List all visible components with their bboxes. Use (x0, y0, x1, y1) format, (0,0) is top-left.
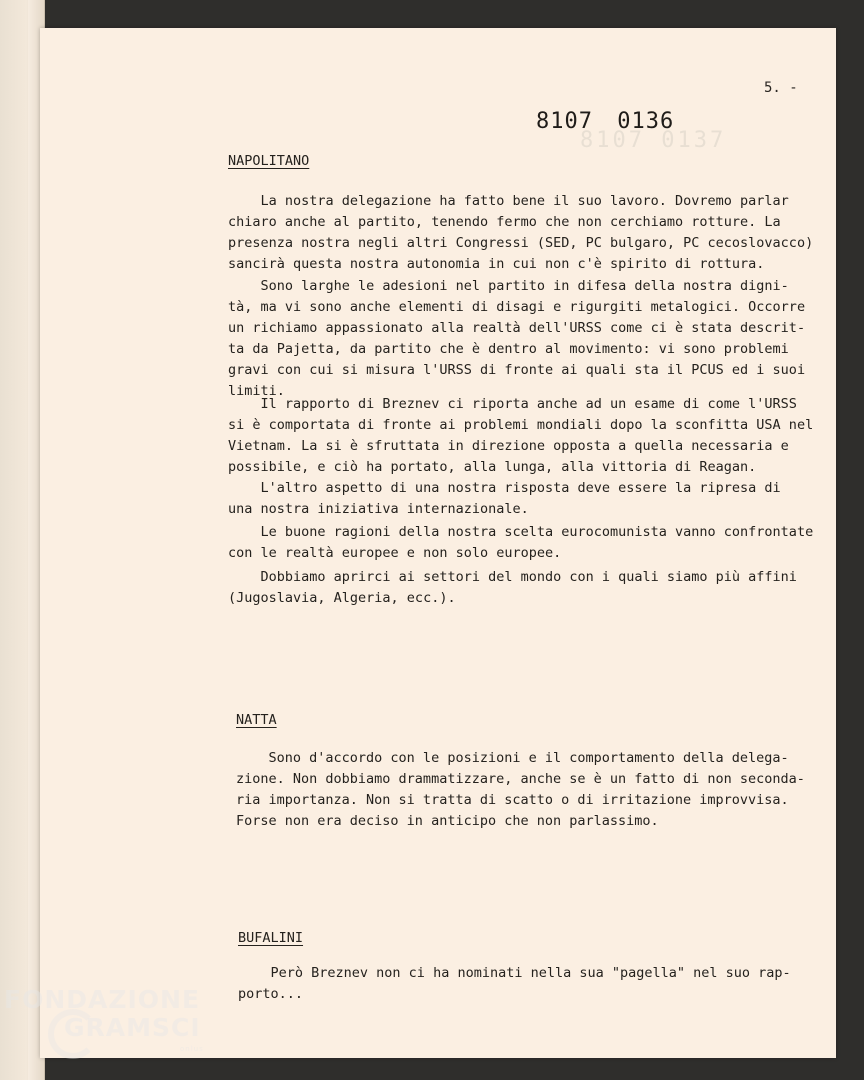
document-page (40, 28, 836, 1058)
watermark-line3: onlus (180, 1045, 204, 1053)
show-through-doc-number: 8107 0137 (580, 128, 727, 153)
watermark-line1: FONDAZIONE (4, 985, 201, 1014)
page-number: 5. - (764, 80, 798, 96)
watermark-line2: GRAMSCI (64, 1013, 201, 1042)
document-number: 8107 0136 (536, 109, 675, 134)
paragraph: La nostra delegazione ha fatto bene il suo lavoro. Dovremo parlar chiaro anche al partito, tenendo fermo che non cerchiamo rotture. La presenza nostra negli altri Congressi (SED, PC bulgaro, PC cecoslovacco) sancirà questa nostra autonomia in cui non c'è spirito di rottura. (228, 193, 814, 272)
paragraph: Le buone ragioni della nostra scelta eurocomunista vanno confrontate con le realtà europee e non solo europee. (228, 524, 814, 561)
paragraph: Sono larghe le adesioni nel partito in difesa della nostra digni- tà, ma vi sono anche elementi di disagi e rigurgiti metalogici. Occorre un richiamo appassionato alla realtà dell'URSS come ci è stata descrit- ta da Pajetta, da partito che è dentro al movimento: vi sono problemi gravi con cui si misura l'URSS di fronte ai quali sta il PCUS ed i suoi limiti. (228, 278, 806, 399)
speaker-napolitano: NAPOLITANO (228, 153, 310, 169)
paragraph: Sono d'accordo con le posizioni e il comportamento della delega- zione. Non dobbiamo drammatizzare, anche se è un fatto di non seconda- ria importanza. Non si tratta di scatto o di irritazione improvvisa. Forse non era deciso in anticipo che non parlassimo. (236, 750, 805, 829)
paragraph: Dobbiamo aprirci ai settori del mondo con i quali siamo più affini (Jugoslavia, Algeria, ecc.). (228, 569, 797, 606)
fondazione-gramsci-watermark (4, 985, 224, 1065)
paragraph: L'altro aspetto di una nostra risposta deve essere la ripresa di una nostra iniziativa internazionale. (228, 480, 781, 517)
speaker-bufalini: BUFALINI (238, 930, 304, 946)
speaker-natta: NATTA (236, 712, 277, 728)
paragraph: Il rapporto di Breznev ci riporta anche ad un esame di come l'URSS si è comportata di fronte ai problemi mondiali dopo la sconfitta USA nel Vietnam. La si è sfruttata in direzione opposta a quella necessaria e possibile, e ciò ha portato, alla lunga, alla vittoria di Reagan. (228, 396, 814, 475)
paragraph: Però Breznev non ci ha nominati nella sua "pagella" nel suo rap- porto... (238, 965, 791, 1002)
